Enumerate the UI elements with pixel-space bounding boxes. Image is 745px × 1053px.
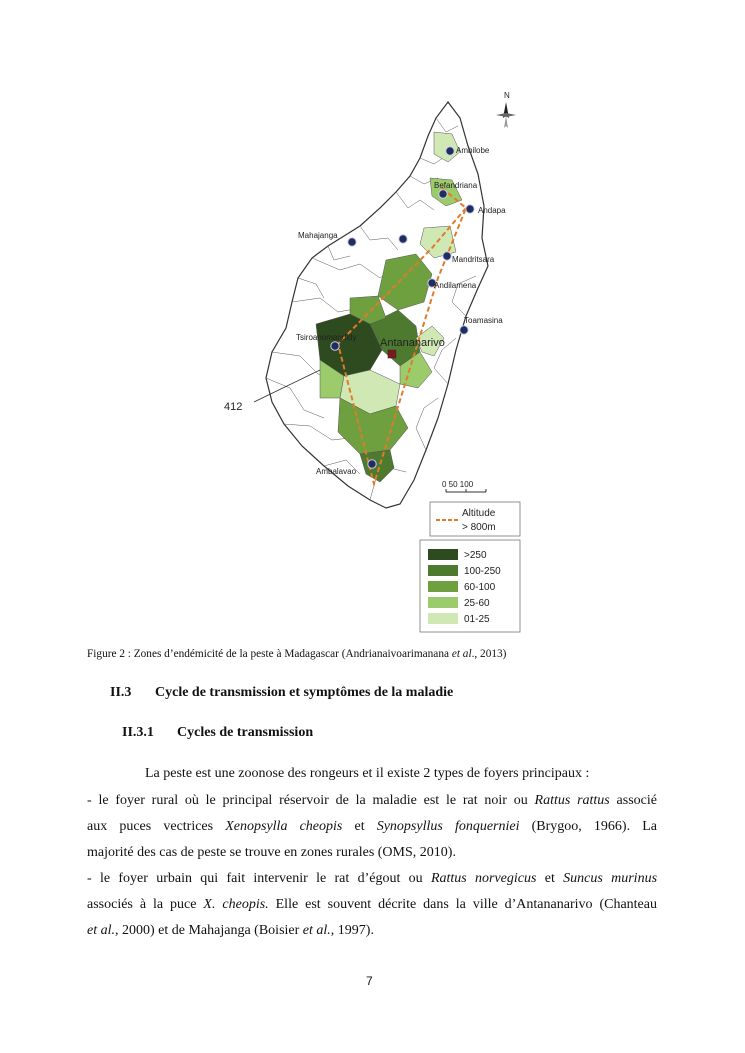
subsection-number: II.3.1 (122, 725, 154, 740)
svg-text:0 50 100: 0 50 100 (442, 480, 474, 489)
incidence-legend (420, 540, 520, 632)
paragraph-intro: La peste est une zoonose des rongeurs et il existe 2 types de foyers principaux : (145, 766, 590, 781)
altitude-legend (430, 502, 520, 536)
town-label: Ambilobe (456, 146, 490, 155)
svg-text:> 800m: > 800m (462, 522, 496, 533)
section-number: II.3 (110, 685, 132, 700)
antananarivo-square (388, 350, 396, 358)
town-label: Mahajanga (298, 231, 338, 240)
body-line: majorité des cas de peste se trouve en zones rurales (OMS, 2010). (87, 845, 456, 860)
town-label: Andilamena (434, 281, 477, 290)
town-label: Mandritsara (452, 255, 495, 264)
svg-text:Altitude: Altitude (462, 508, 496, 519)
subsection-title: Cycles de transmission (177, 725, 314, 740)
map-svg (220, 88, 540, 648)
town-label: Ambalavao (316, 467, 357, 476)
svg-text:100-250: 100-250 (464, 566, 501, 577)
svg-text:>250: >250 (464, 550, 487, 561)
madagascar-endemicity-map (220, 88, 540, 648)
north-arrow (496, 91, 516, 128)
callout-label: 412 (224, 401, 243, 413)
body-line: aux puces vectrices Xenopsylla cheopis et Synopsyllus fonquerniei (Brygoo, 1966). La (87, 819, 657, 834)
body-line: - le foyer rural où le principal réservoir de la maladie est le rat noir ou Rattus rattus associé (87, 793, 657, 808)
town-label: Befandriana (434, 181, 478, 190)
section-title: Cycle de transmission et symptômes de la maladie (155, 685, 454, 700)
svg-text:60-100: 60-100 (464, 582, 496, 593)
town-label: Andapa (478, 206, 506, 215)
capital-label: Antananarivo (380, 337, 445, 349)
scale-bar (442, 480, 486, 492)
town-label: Tsiroanomandidy (296, 333, 357, 342)
svg-text:25-60: 25-60 (464, 598, 490, 609)
svg-text:N: N (504, 91, 510, 100)
body-line: associés à la puce X. cheopis. Elle est souvent décrite dans la ville d’Antananarivo (Chanteau (87, 897, 657, 912)
figure-caption: Figure 2 : Zones d’endémicité de la peste à Madagascar (Andrianaivoarimanana et al., 2013) (87, 648, 507, 660)
body-line: - le foyer urbain qui fait intervenir le rat d’égout ou Rattus norvegicus et Suncus murinus (87, 871, 658, 886)
page-number: 7 (366, 974, 373, 988)
town-label: Toamasina (464, 316, 503, 325)
body-line: et al., 2000) et de Mahajanga (Boisier et al., 1997). (87, 923, 374, 938)
svg-text:01-25: 01-25 (464, 614, 490, 625)
